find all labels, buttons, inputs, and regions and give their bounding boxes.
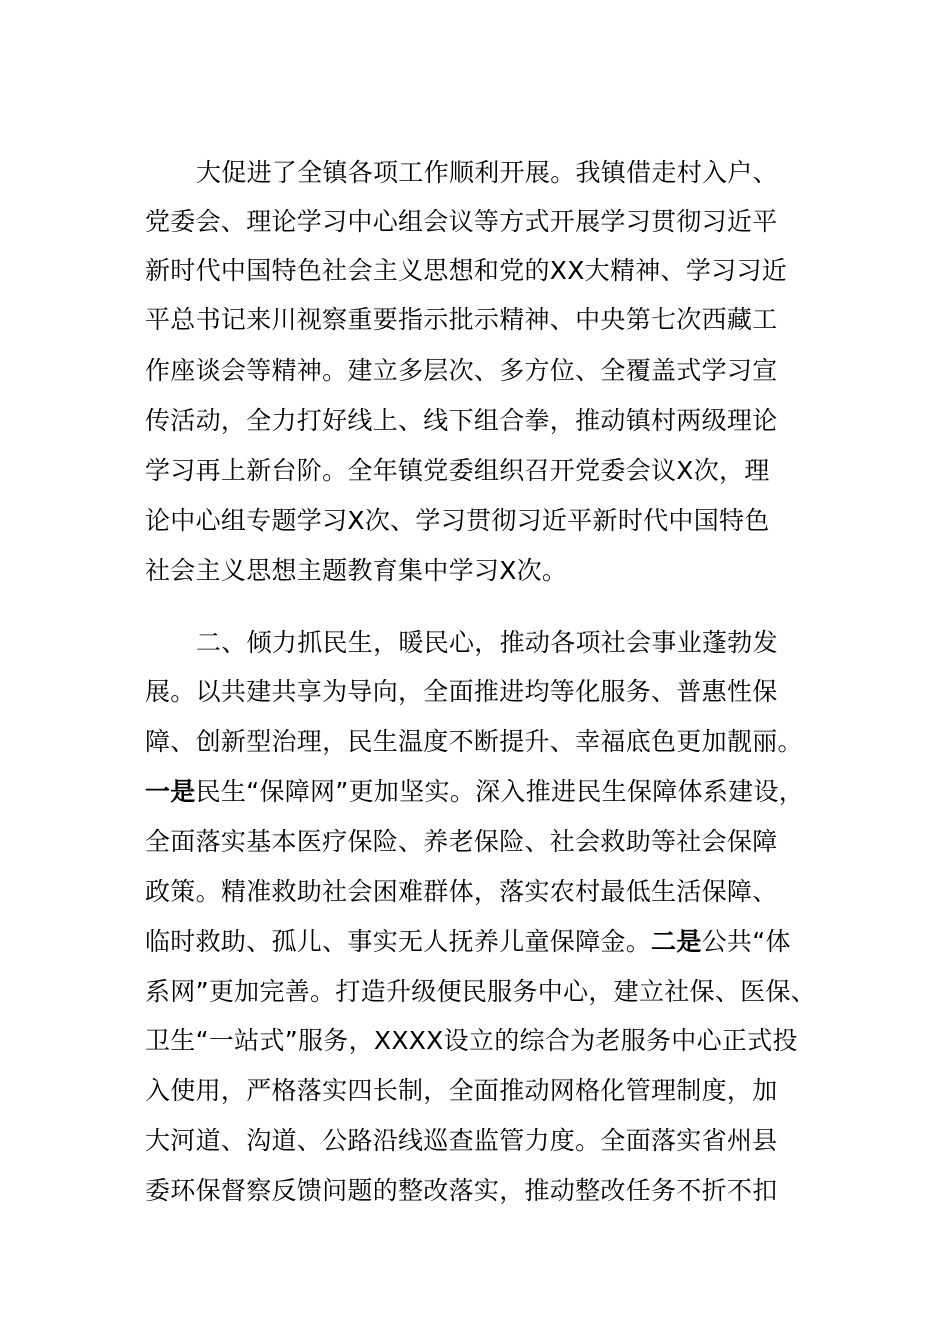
paragraph2-line-4-text: 民生“保障网”更加坚实。深入推进民生保障体系建设， [195,777,805,806]
paragraph2-line-9: 卫生“一站式”服务，XXXX设立的综合为老服务中心正式投 [145,1026,798,1055]
paragraph2-line-3: 障、创新型治理，民生温度不断提升、幸福底色更加靓丽。 [145,727,803,756]
paragraph1-line-1: 大促进了全镇各项工作顺利开展。我镇借走村入户、 [196,158,778,187]
paragraph2-line-1: 二、倾力抓民生，暖民心，推动各项社会事业蓬勃发 [196,628,778,657]
paragraph1-line-9: 社会主义思想主题教育集中学习X次。 [145,556,568,585]
emphasis-second: 二是 [651,927,702,956]
paragraph2-line-7-end: 公共“体 [701,927,791,956]
emphasis-first: 一是 [145,777,196,806]
paragraph1-line-3: 新时代中国特色社会主义思想和党的XX大精神、学习习近 [145,256,788,285]
paragraph2-line-7-start: 临时救助、孤儿、事实无人抚养儿童保障金。 [145,927,652,956]
paragraph2-line-10: 入使用，严格落实四长制，全面推动网格化管理制度，加 [145,1076,778,1105]
paragraph2-line-12: 委环保督察反馈问题的整改落实，推动整改任务不折不扣 [145,1176,778,1205]
paragraph2-line-8: 系网”更加完善。打造升级便民服务中心，建立社保、医保、 [145,977,817,1006]
paragraph1-line-4: 平总书记来川视察重要指示批示精神、中央第七次西藏工 [145,305,778,334]
paragraph2-line-6: 政策。精准救助社会困难群体，落实农村最低生活保障、 [145,877,778,906]
paragraph1-line-8: 论中心组专题学习X次、学习贯彻习近平新时代中国特色 [145,506,770,535]
paragraph2-line-4 [145,777,810,807]
paragraph2-line-2: 展。以共建共享为导向，全面推进均等化服务、普惠性保 [145,677,778,706]
paragraph2-line-7 [145,927,810,957]
paragraph2-line-5: 全面落实基本医疗保险、养老保险、社会救助等社会保障 [145,827,778,856]
paragraph2-line-11: 大河道、沟道、公路沿线巡查监管力度。全面落实省州县 [145,1126,778,1155]
paragraph1-line-7: 学习再上新台阶。全年镇党委组织召开党委会议X次，理 [145,456,770,485]
paragraph1-line-6: 传活动，全力打好线上、线下组合拳，推动镇村两级理论 [145,406,778,435]
paragraph1-line-2: 党委会、理论学习中心组会议等方式开展学习贯彻习近平 [145,207,778,236]
paragraph1-line-5: 作座谈会等精神。建立多层次、多方位、全覆盖式学习宣 [145,356,778,385]
